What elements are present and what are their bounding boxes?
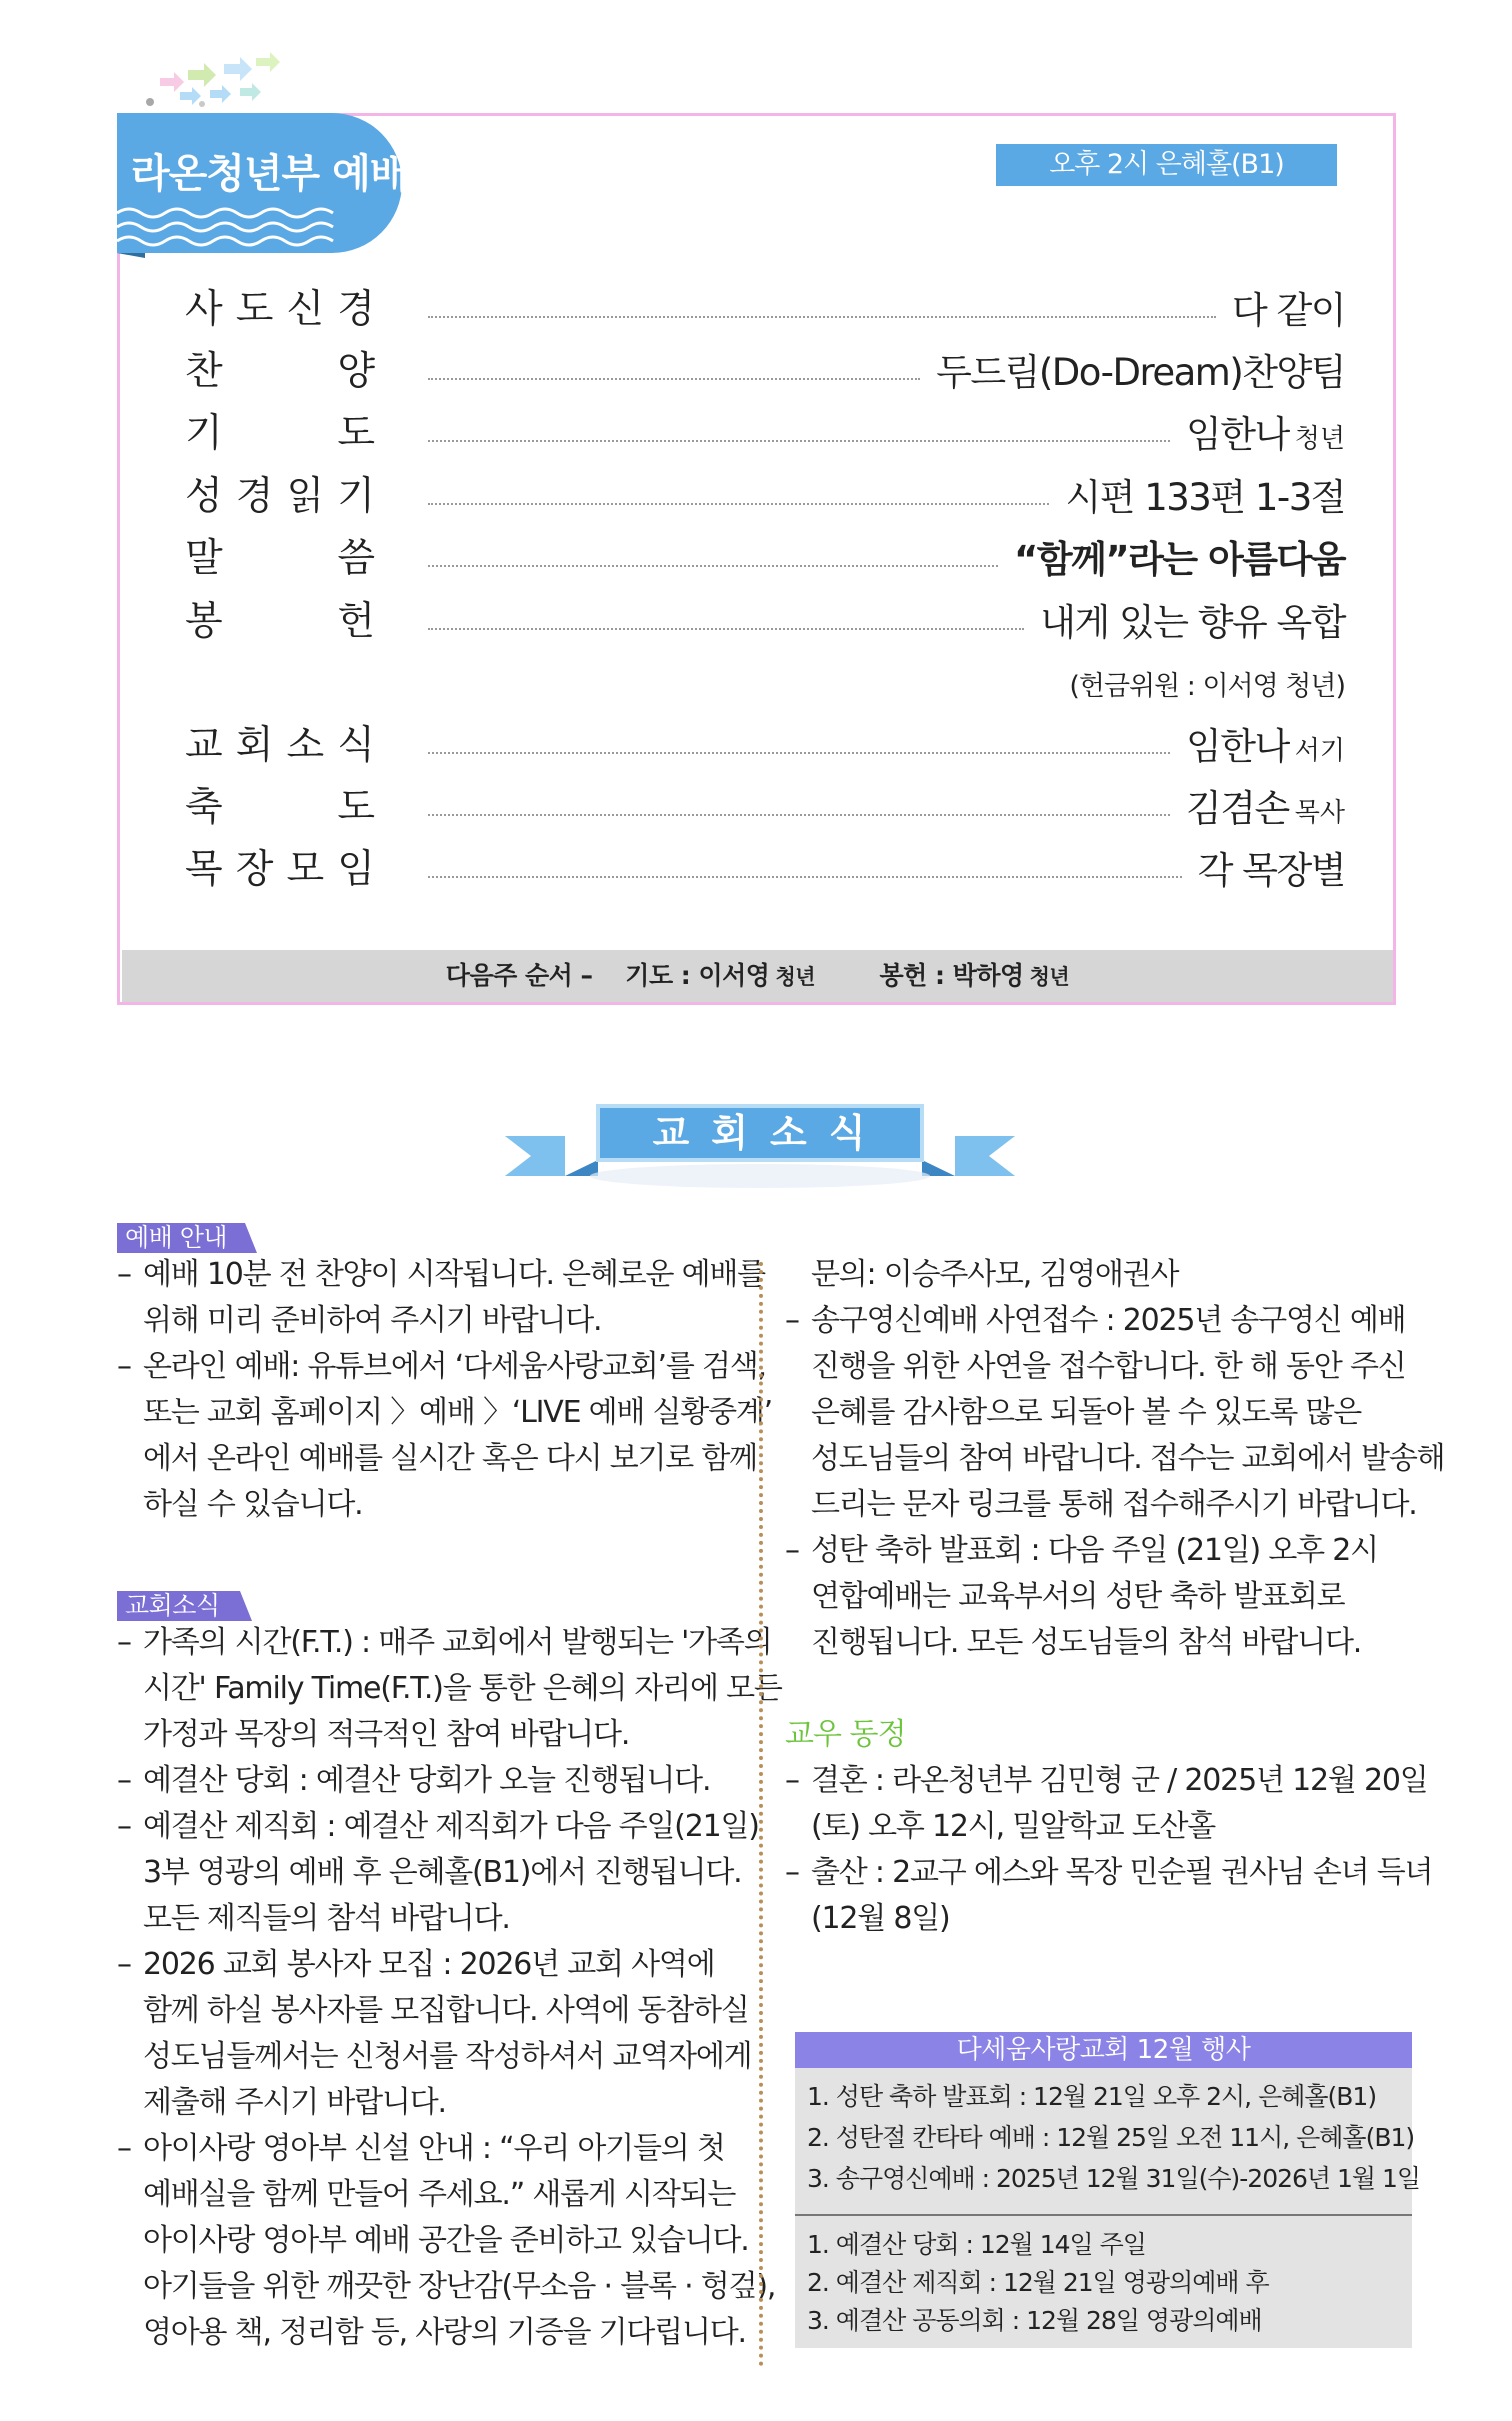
section-tag-church-news: 교회소식 [125, 1591, 220, 1620]
order-row [185, 465, 1345, 525]
next-week-prayer: 기도 : 이서영 [625, 961, 770, 990]
order-value [1220, 280, 1345, 334]
order-value [1174, 778, 1345, 832]
list-item [117, 2126, 776, 2356]
event-line: 2. 성탄절 칸타타 예배 : 12월 25일 오전 11시, 은혜홀(B1) [807, 2123, 1415, 2152]
event-line: 3. 송구영신예배 : 2025년 12월 31일(수)-2026년 1월 1일 [807, 2164, 1421, 2193]
order-label-char: 헌 [337, 599, 375, 644]
list-item-line: 2026 교회 봉사자 모집 : 2026년 교회 사역에 [143, 1947, 715, 1982]
time-place-badge: 오후 2시 은혜홀(B1) [996, 144, 1337, 186]
next-week-prayer-suffix: 청년 [775, 965, 816, 989]
list-item-line: 하실 수 있습니다. [143, 1487, 363, 1522]
event-line: 1. 성탄 축하 발표회 : 12월 21일 오후 2시, 은혜홀(B1) [807, 2082, 1377, 2111]
worship-title: 라온청년부 예배 [131, 151, 408, 197]
list-item-line: 진행을 위한 사연을 접수합니다. 한 해 동안 주신 [811, 1349, 1406, 1384]
dotted-leader [428, 876, 1182, 878]
order-label-char: 말 [185, 536, 223, 581]
events-group-1 [807, 2076, 1420, 2199]
order-label [185, 838, 375, 894]
order-value-suffix: 목사 [1294, 798, 1345, 828]
order-label [185, 465, 375, 521]
events-group-2 [807, 2226, 1269, 2340]
dotted-leader [428, 565, 998, 567]
church-news-list [117, 1620, 782, 2356]
list-item-line: 또는 교회 홈페이지 〉예배 〉‘LIVE 예배 실황중계’ [143, 1395, 773, 1430]
order-label-char: 읽 [286, 474, 325, 519]
order-row [185, 278, 1345, 338]
dotted-leader [428, 628, 1024, 630]
order-row [185, 714, 1345, 774]
dash-bullet-icon: – [785, 1763, 799, 1798]
dash-bullet-icon: – [117, 1809, 131, 1844]
events-separator [795, 2214, 1412, 2216]
list-item-line: 출산 : 2교구 에스와 목장 민순필 권사님 손녀 득녀 [811, 1855, 1433, 1890]
list-item-line: 진행됩니다. 모든 성도님들의 참석 바랍니다. [811, 1625, 1362, 1660]
order-row [185, 838, 1345, 898]
dotted-leader [428, 440, 1170, 442]
order-value [1174, 716, 1345, 770]
order-label [185, 527, 375, 583]
december-events-title: 다세움사랑교회 12월 행사 [795, 2032, 1412, 2068]
offering-note: (헌금위원 : 이서영 청년) [1069, 671, 1345, 702]
order-label-char: 임 [337, 847, 375, 892]
next-week-offering: 봉헌 : 박하영 [879, 961, 1024, 990]
next-week-offering-suffix: 청년 [1029, 965, 1070, 989]
order-label-char: 도 [337, 785, 375, 830]
order-value-text: 내게 있는 향유 옥합 [1040, 601, 1345, 644]
dash-bullet-icon: – [117, 1625, 131, 1660]
dash-bullet-icon: – [117, 1947, 131, 1982]
dash-bullet-icon: – [785, 1855, 799, 1890]
list-item-line: 드리는 문자 링크를 통해 접수해주시기 바랍니다. [811, 1487, 1417, 1522]
next-week-prefix: 다음주 순서 – [445, 961, 593, 990]
list-item [785, 1298, 1445, 1528]
order-label [185, 402, 375, 458]
list-item-line: 제출해 주시기 바랍니다. [143, 2085, 446, 2120]
order-value [1002, 529, 1345, 583]
list-item-line: (토) 오후 12시, 밀알학교 도산홀 [811, 1809, 1216, 1844]
list-item-line: 결혼 : 라온청년부 김민형 군 / 2025년 12월 20일 [811, 1763, 1428, 1798]
member-news-list [785, 1758, 1433, 1942]
list-item-line: 송구영신예배 사연접수 : 2025년 송구영신 예배 [811, 1303, 1406, 1338]
order-label-char: 신 [286, 287, 325, 332]
list-item [117, 1344, 773, 1528]
order-value-text: 임한나 [1186, 413, 1289, 456]
list-item-line: 연합예배는 교육부서의 성탄 축하 발표회로 [811, 1579, 1345, 1614]
order-value [1053, 467, 1345, 521]
order-value-text: “함께”라는 아름다움 [1014, 538, 1345, 581]
list-item-line: 아이사랑 영아부 예배 공간을 준비하고 있습니다. [143, 2223, 749, 2258]
order-label-char: 성 [185, 474, 223, 519]
order-label-char: 씀 [337, 536, 375, 581]
list-item-line: 예배실을 함께 만들어 주세요.” 새롭게 시작되는 [143, 2177, 736, 2212]
order-label-char: 기 [337, 474, 375, 519]
order-label [185, 340, 375, 396]
dash-bullet-icon: – [117, 1257, 131, 1292]
order-label-char: 경 [337, 287, 375, 332]
order-row [185, 776, 1345, 836]
list-item-line: 영아용 책, 정리함 등, 사랑의 기증을 기다립니다. [143, 2315, 746, 2350]
order-label [185, 776, 375, 832]
worship-guide-list [117, 1252, 773, 1528]
dash-bullet-icon: – [117, 2131, 131, 2166]
list-item-line: (12월 8일) [811, 1901, 950, 1936]
order-value [924, 342, 1345, 396]
order-value [1174, 404, 1345, 458]
next-week-order [122, 950, 1393, 1002]
list-item-line: 온라인 예배: 유튜브에서 ‘다세움사랑교회’를 검색, [143, 1349, 766, 1384]
order-label-char: 소 [286, 723, 325, 768]
list-item [117, 1252, 765, 1344]
order-label-char: 회 [235, 723, 274, 768]
order-value [1028, 592, 1345, 646]
list-item-line: 아기들을 위한 깨끗한 장난감(무소음 · 블록 · 헝겊), [143, 2269, 776, 2304]
section-tag-worship-guide: 예배 안내 [125, 1223, 228, 1252]
order-label-char: 양 [337, 349, 375, 394]
dash-bullet-icon: – [785, 1533, 799, 1568]
order-label [185, 590, 375, 646]
right-column [785, 1252, 1445, 1666]
order-value-text: 임한나 [1186, 725, 1289, 768]
list-item [117, 1804, 757, 1942]
order-value-text: 다 같이 [1232, 289, 1345, 332]
list-item-line: 성도님들의 참여 바랍니다. 접수는 교회에서 발송해 [811, 1441, 1445, 1476]
order-label-char: 봉 [185, 599, 223, 644]
dotted-leader [428, 316, 1216, 318]
list-item-line: 가족의 시간(F.T.) : 매주 교회에서 발행되는 '가족의 [143, 1625, 772, 1660]
dash-bullet-icon: – [117, 1763, 131, 1798]
order-row [185, 590, 1345, 650]
event-line: 3. 예결산 공동의회 : 12월 28일 영광의예배 [807, 2306, 1262, 2335]
order-label-char: 식 [337, 723, 375, 768]
order-value-text: 각 목장별 [1197, 849, 1345, 892]
list-item [117, 1942, 757, 2126]
order-label-char: 교 [185, 723, 223, 768]
order-label-char: 도 [337, 411, 375, 456]
list-item [785, 1850, 1433, 1942]
dotted-leader [428, 752, 1170, 754]
dash-bullet-icon: – [117, 1349, 131, 1384]
news-banner-title: 교회소식 [652, 1111, 888, 1155]
member-news-heading: 교우 동정 [785, 1717, 906, 1752]
list-item-line: 함께 하실 봉사자를 모집합니다. 사역에 동참하실 [143, 1993, 749, 2028]
list-item-line: 시간' Family Time(F.T.)을 통한 은혜의 자리에 모든 [143, 1671, 782, 1706]
list-item [785, 1528, 1425, 1666]
order-label [185, 278, 375, 334]
list-item-line: 가정과 목장의 적극적인 참여 바랍니다. [143, 1717, 630, 1752]
list-item [117, 1758, 757, 1804]
order-value-suffix: 서기 [1294, 736, 1345, 766]
list-item [785, 1758, 1428, 1850]
order-value-text: 김겸손 [1186, 787, 1289, 830]
dotted-leader [428, 814, 1170, 816]
event-line: 2. 예결산 제직회 : 12월 21일 영광의예배 후 [807, 2268, 1269, 2297]
order-label-char: 경 [235, 474, 274, 519]
order-label-char: 축 [185, 785, 223, 830]
event-line: 1. 예결산 당회 : 12월 14일 주일 [807, 2230, 1146, 2259]
list-item-line: 은혜를 감사함으로 되돌아 볼 수 있도록 많은 [811, 1395, 1362, 1430]
order-row [185, 340, 1345, 400]
column-divider [759, 1262, 763, 2367]
order-row [185, 402, 1345, 462]
order-label-char: 목 [185, 847, 223, 892]
list-item-line: 성탄 축하 발표회 : 다음 주일 (21일) 오후 2시 [811, 1533, 1378, 1568]
order-label-char: 기 [185, 411, 223, 456]
list-item-line: 모든 제직들의 참석 바랍니다. [143, 1901, 510, 1936]
dotted-leader [428, 378, 920, 380]
arrow-decoration-icon [140, 48, 290, 118]
dotted-leader [428, 503, 1049, 505]
list-item-line: 예배 10분 전 찬양이 시작됩니다. 은혜로운 예배를 [143, 1257, 765, 1292]
order-label [185, 714, 375, 770]
order-value-suffix: 청년 [1294, 424, 1345, 454]
list-item-line: 아이사랑 영아부 신설 안내 : “우리 아기들의 첫 [143, 2131, 725, 2166]
list-item-line: 예결산 제직회 : 예결산 제직회가 다음 주일(21일) [143, 1809, 759, 1844]
order-row [185, 527, 1345, 587]
order-label-char: 모 [286, 847, 325, 892]
list-item-line: 위해 미리 준비하여 주시기 바랍니다. [143, 1303, 602, 1338]
list-item [117, 1620, 782, 1758]
list-item-line: 성도님들께서는 신청서를 작성하셔서 교역자에게 [143, 2039, 752, 2074]
inquiry-line: 문의: 이승주사모, 김영애권사 [811, 1257, 1179, 1292]
dash-bullet-icon: – [785, 1303, 799, 1338]
list-item-line: 에서 온라인 예배를 실시간 혹은 다시 보기로 함께 [143, 1441, 757, 1476]
order-value-text: 시편 133편 1-3절 [1065, 476, 1345, 519]
order-label-char: 사 [185, 287, 223, 332]
order-label-char: 장 [235, 847, 274, 892]
list-item-line: 예결산 당회 : 예결산 당회가 오늘 진행됩니다. [143, 1763, 711, 1798]
order-value [1186, 840, 1345, 894]
list-item-line: 3부 영광의 예배 후 은혜홀(B1)에서 진행됩니다. [143, 1855, 742, 1890]
order-label-char: 도 [235, 287, 274, 332]
order-label-char: 찬 [185, 349, 223, 394]
order-value-text: 두드림(Do-Dream)찬양팀 [936, 351, 1345, 394]
